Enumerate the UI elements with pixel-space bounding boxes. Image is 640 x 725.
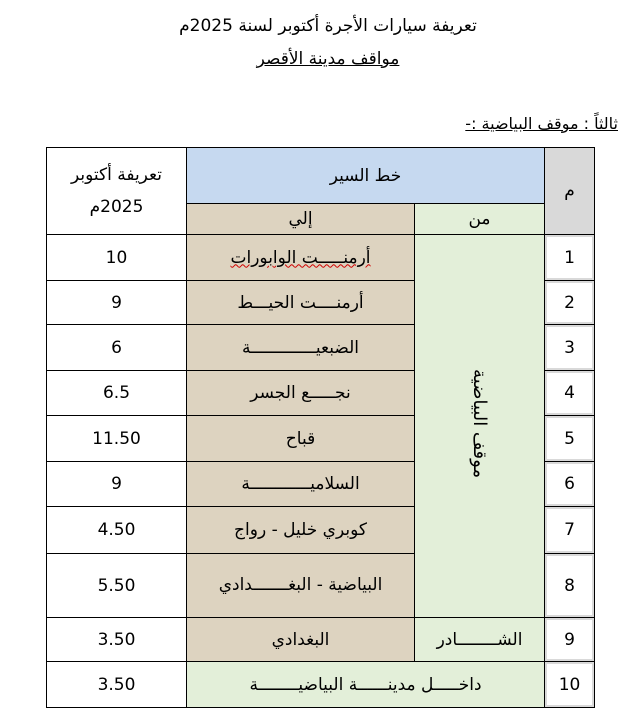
section-heading: ثالثاً : موقف البياضية :- — [465, 114, 618, 133]
destination: البغدادي — [187, 618, 415, 662]
table-row — [47, 662, 595, 708]
fare-value: 3.50 — [47, 662, 187, 708]
document-subtitle: مواقف مدينة الأقصر — [256, 49, 400, 69]
row-number: 8 — [545, 554, 595, 618]
header-to: إلي — [187, 204, 415, 235]
fare-value: 6.5 — [47, 371, 187, 416]
row-number: 3 — [545, 325, 595, 371]
fare-value: 10 — [47, 235, 187, 281]
row-number: 10 — [545, 662, 595, 708]
destination-merged: داخـــــل مدينــــــة البياضيــــــــة — [187, 662, 545, 708]
destination: كوبري خليل - رواج — [187, 507, 415, 554]
fare-value: 6 — [47, 325, 187, 371]
row-number: 6 — [545, 462, 595, 507]
row-number: 7 — [545, 507, 595, 554]
table-row — [47, 618, 595, 662]
header-from: من — [415, 204, 545, 235]
destination: أرمنــــت الحيـــط — [187, 281, 415, 325]
destination: السلاميــــــــــــة — [187, 462, 415, 507]
destination: أرمنـــــت الوابورات — [187, 235, 415, 281]
row-number: 1 — [545, 235, 595, 281]
from-location: الشــــــــادر — [415, 618, 545, 662]
header-fare: تعريفة أكتوبر 2025م — [47, 148, 187, 235]
row-number: 5 — [545, 416, 595, 462]
row-number: 2 — [545, 281, 595, 325]
destination: نجـــــع الجسر — [187, 371, 415, 416]
fare-value: 5.50 — [47, 554, 187, 618]
destination: الضبعيـــــــــــــة — [187, 325, 415, 371]
fare-table — [46, 147, 595, 708]
destination: قباح — [187, 416, 415, 462]
destination: البياضية - البغـــــــدادي — [187, 554, 415, 618]
fare-value: 3.50 — [47, 618, 187, 662]
row-number: 9 — [545, 618, 595, 662]
fare-value: 9 — [47, 281, 187, 325]
header-m: م — [545, 148, 595, 235]
header-route: خط السير — [187, 148, 545, 204]
document-title: تعريفة سيارات الأجرة أكتوبر لسنة 2025م — [179, 16, 477, 36]
fare-value: 11.50 — [47, 416, 187, 462]
table-row — [47, 235, 595, 281]
from-location-merged: موقف البياضية — [415, 235, 545, 618]
row-number: 4 — [545, 371, 595, 416]
fare-value: 4.50 — [47, 507, 187, 554]
fare-value: 9 — [47, 462, 187, 507]
